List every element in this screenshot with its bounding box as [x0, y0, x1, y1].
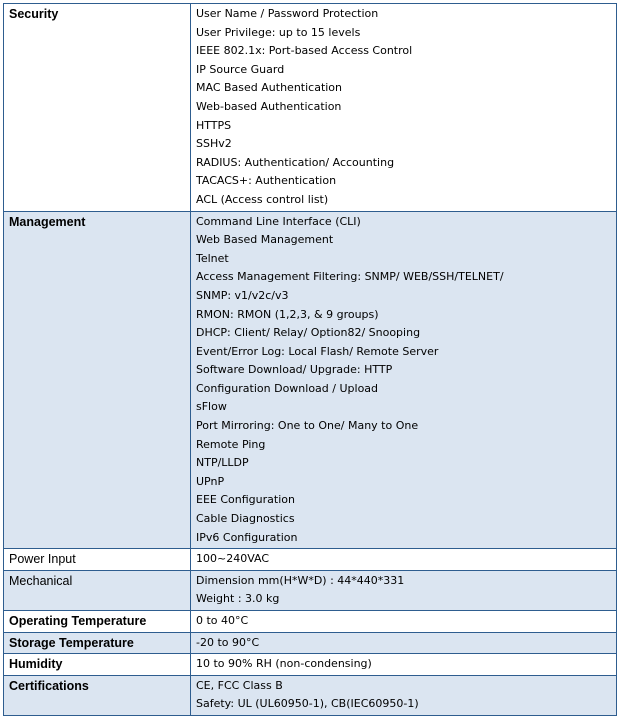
spec-row-security [4, 4, 617, 212]
spec-value: ACL (Access control list) [196, 192, 329, 206]
spec-values [191, 549, 617, 571]
spec-value: 0 to 40°C [196, 614, 249, 627]
spec-label: Management [4, 211, 191, 549]
spec-value: TACACS+: Authentication [196, 174, 337, 188]
spec-value: HTTPS [196, 118, 232, 132]
spec-label: Certifications [4, 675, 191, 715]
spec-value: RMON: RMON (1,2,3, & 9 groups) [196, 307, 379, 321]
spec-label: Mechanical [4, 570, 191, 610]
specifications-table [3, 3, 617, 716]
spec-value: Weight : 3.0 kg [196, 592, 280, 606]
spec-values [191, 675, 617, 715]
spec-value: NTP/LLDP [196, 456, 249, 470]
spec-values [191, 211, 617, 549]
spec-value: SSHv2 [196, 137, 232, 151]
spec-value: SNMP: v1/v2c/v3 [196, 288, 289, 302]
spec-value: IEEE 802.1x: Port-based Access Control [196, 44, 413, 58]
spec-label: Operating Temperature [4, 611, 191, 633]
spec-value: -20 to 90°C [196, 635, 260, 649]
spec-value: RADIUS: Authentication/ Accounting [196, 155, 395, 169]
spec-value: 100~240VAC [196, 552, 270, 566]
spec-values [191, 632, 617, 654]
spec-label: Security [4, 4, 191, 212]
spec-label: Humidity [4, 654, 191, 676]
spec-value: EEE Configuration [196, 493, 295, 507]
spec-value: Web-based Authentication [196, 99, 342, 113]
spec-value: Telnet [196, 251, 229, 265]
spec-value: Dimension mm(H*W*D) : 44*440*331 [196, 573, 405, 587]
spec-value: CE, FCC Class B [196, 678, 283, 692]
spec-label: Storage Temperature [4, 632, 191, 654]
spec-value: MAC Based Authentication [196, 81, 343, 95]
spec-value: Cable Diagnostics [196, 512, 295, 526]
spec-value: Command Line Interface (CLI) [196, 214, 361, 228]
spec-row-certifications [4, 675, 617, 715]
spec-value: IP Source Guard [196, 62, 285, 76]
spec-value: Web Based Management [196, 233, 334, 247]
spec-value: Safety: UL (UL60950-1), CB(IEC60950-1) [196, 697, 419, 711]
spec-value: User Name / Password Protection [196, 7, 379, 20]
spec-value: Access Management Filtering: SNMP/ WEB/SSH/TELNET/ [196, 270, 504, 284]
spec-row-storage-temperature [4, 632, 617, 654]
spec-value: Event/Error Log: Local Flash/ Remote Server [196, 344, 439, 358]
spec-values [191, 4, 617, 212]
spec-row-operating-temperature [4, 611, 617, 633]
spec-value: IPv6 Configuration [196, 530, 298, 544]
spec-value: UPnP [196, 474, 225, 488]
spec-values [191, 611, 617, 633]
spec-value: User Privilege: up to 15 levels [196, 25, 361, 39]
spec-values [191, 570, 617, 610]
spec-row-mechanical [4, 570, 617, 610]
spec-value: sFlow [196, 400, 227, 414]
spec-value: DHCP: Client/ Relay/ Option82/ Snooping [196, 326, 421, 340]
spec-value: Remote Ping [196, 437, 266, 451]
spec-value: Software Download/ Upgrade: HTTP [196, 363, 393, 377]
spec-value: 10 to 90% RH (non-condensing) [196, 657, 372, 671]
spec-row-management [4, 211, 617, 549]
spec-label: Power Input [4, 549, 191, 571]
spec-value: Configuration Download / Upload [196, 381, 379, 395]
spec-values [191, 654, 617, 676]
spec-value: Port Mirroring: One to One/ Many to One [196, 419, 419, 433]
spec-row-power-input [4, 549, 617, 571]
spec-row-humidity [4, 654, 617, 676]
